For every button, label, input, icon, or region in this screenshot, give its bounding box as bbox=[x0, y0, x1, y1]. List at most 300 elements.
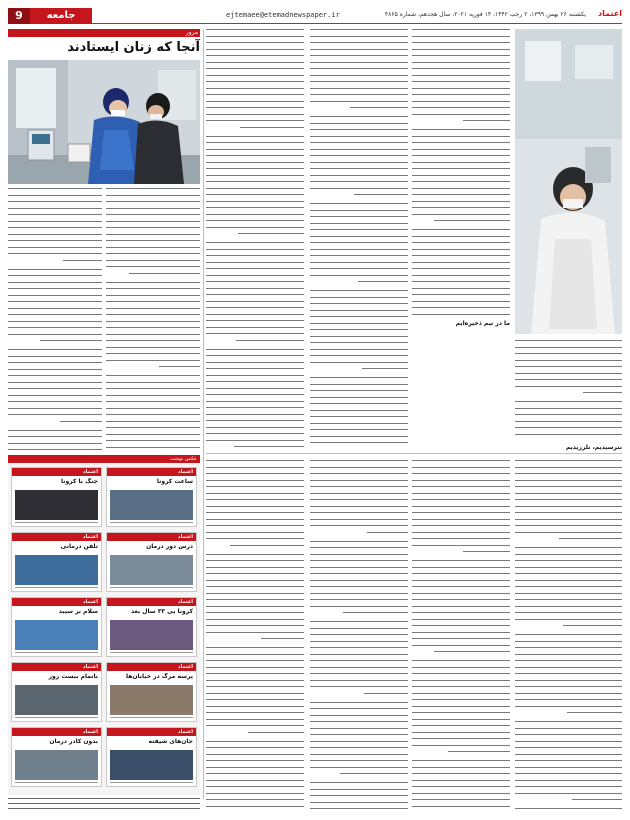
text-line bbox=[310, 715, 408, 716]
text-line bbox=[515, 473, 622, 474]
text-line bbox=[206, 786, 304, 787]
text-line bbox=[310, 628, 408, 629]
text-line bbox=[106, 301, 200, 302]
text-line bbox=[412, 545, 510, 546]
text-line bbox=[310, 673, 408, 674]
text-line bbox=[206, 554, 304, 555]
text-line bbox=[8, 321, 102, 322]
archive-label-bar bbox=[8, 455, 200, 463]
text-line bbox=[310, 242, 408, 243]
text-line bbox=[412, 249, 510, 250]
text-line bbox=[106, 266, 200, 267]
text-line bbox=[206, 394, 304, 395]
text-line bbox=[206, 255, 304, 256]
text-line bbox=[310, 795, 408, 796]
text-line bbox=[206, 573, 304, 574]
section-email[interactable]: ejtemaee@etemadnewspaper.ir bbox=[226, 11, 340, 19]
text-line bbox=[60, 421, 102, 422]
text-line bbox=[206, 29, 304, 30]
text-line bbox=[412, 149, 510, 150]
text-line bbox=[310, 88, 408, 89]
text-line bbox=[206, 301, 304, 302]
story-photo bbox=[8, 60, 200, 184]
text-line bbox=[206, 699, 304, 700]
text-line bbox=[206, 62, 304, 63]
text-line bbox=[206, 580, 304, 581]
text-line bbox=[412, 525, 510, 526]
text-line bbox=[310, 519, 408, 520]
thumb-masthead: اعتماد bbox=[83, 729, 98, 735]
archive-thumb[interactable] bbox=[106, 662, 197, 722]
text-line bbox=[206, 327, 304, 328]
archive-thumb[interactable] bbox=[11, 467, 102, 527]
text-line bbox=[340, 773, 408, 774]
text-line bbox=[310, 567, 408, 568]
text-line bbox=[412, 773, 510, 774]
text-line bbox=[310, 667, 408, 668]
text-line bbox=[412, 686, 510, 687]
text-line bbox=[448, 751, 510, 752]
archive-thumb[interactable] bbox=[106, 597, 197, 657]
text-line bbox=[310, 75, 408, 76]
text-line bbox=[310, 377, 408, 378]
text-line bbox=[206, 181, 304, 182]
text-line bbox=[63, 260, 102, 261]
text-line bbox=[310, 236, 408, 237]
page-number: 9 bbox=[8, 8, 30, 24]
text-line bbox=[8, 214, 102, 215]
text-line bbox=[412, 680, 510, 681]
text-line bbox=[563, 625, 622, 626]
text-line bbox=[310, 580, 408, 581]
text-line bbox=[412, 806, 510, 807]
text-line bbox=[310, 547, 408, 548]
story-column-8 bbox=[310, 460, 408, 812]
text-line bbox=[206, 375, 304, 376]
text-line bbox=[8, 208, 102, 209]
thumb-title: جنگ با کرونا bbox=[60, 478, 98, 485]
text-line bbox=[310, 336, 408, 337]
text-line bbox=[412, 55, 510, 56]
text-line bbox=[310, 123, 408, 124]
text-line bbox=[515, 754, 622, 755]
text-line bbox=[8, 227, 102, 228]
text-line bbox=[310, 68, 408, 69]
text-line bbox=[412, 294, 510, 295]
thumb-title: پرسه مرگ در خیابان‌ها bbox=[126, 673, 193, 680]
text-line bbox=[206, 560, 304, 561]
text-line bbox=[515, 747, 622, 748]
story-subhead-2: نترسیدیم، نلرزیدیم bbox=[565, 444, 622, 451]
text-line bbox=[515, 667, 622, 668]
text-line bbox=[463, 120, 510, 121]
text-line bbox=[206, 207, 304, 208]
text-line bbox=[106, 440, 200, 441]
archive-thumb[interactable] bbox=[106, 532, 197, 592]
text-line bbox=[8, 362, 102, 363]
text-line bbox=[310, 36, 408, 37]
archive-thumb[interactable] bbox=[11, 727, 102, 787]
text-line bbox=[412, 136, 510, 137]
text-line bbox=[206, 506, 304, 507]
text-line bbox=[8, 195, 102, 196]
text-line bbox=[515, 693, 622, 694]
thumb-title: کرونا پی ۳۳ سال بعد bbox=[131, 608, 193, 615]
text-line bbox=[515, 606, 622, 607]
text-line bbox=[412, 88, 510, 89]
text-line bbox=[515, 773, 622, 774]
text-line bbox=[412, 275, 510, 276]
text-line bbox=[310, 721, 408, 722]
text-line bbox=[412, 506, 510, 507]
text-line bbox=[310, 467, 408, 468]
text-line bbox=[515, 373, 622, 374]
text-line bbox=[412, 745, 510, 746]
text-line bbox=[412, 725, 510, 726]
text-line bbox=[515, 386, 622, 387]
text-line bbox=[310, 634, 408, 635]
text-line bbox=[412, 207, 510, 208]
text-line bbox=[206, 747, 304, 748]
text-line bbox=[8, 269, 102, 270]
text-line bbox=[310, 303, 408, 304]
text-line bbox=[8, 430, 102, 431]
text-line bbox=[206, 433, 304, 434]
text-line bbox=[310, 136, 408, 137]
text-line bbox=[310, 216, 408, 217]
text-line bbox=[310, 275, 408, 276]
text-line bbox=[412, 712, 510, 713]
text-line bbox=[106, 295, 200, 296]
text-line bbox=[106, 427, 200, 428]
text-line bbox=[515, 421, 622, 422]
thumb-title: سلام بر سپید bbox=[58, 608, 98, 615]
text-line bbox=[206, 368, 304, 369]
text-line bbox=[8, 408, 102, 409]
text-line bbox=[412, 799, 510, 800]
text-line bbox=[206, 680, 304, 681]
text-line bbox=[234, 446, 304, 447]
text-line bbox=[515, 654, 622, 655]
archive-thumb[interactable] bbox=[11, 532, 102, 592]
text-line bbox=[40, 340, 102, 341]
text-line bbox=[412, 29, 510, 30]
text-line bbox=[412, 101, 510, 102]
text-line bbox=[310, 49, 408, 50]
text-line bbox=[8, 349, 102, 350]
text-line bbox=[206, 486, 304, 487]
text-line bbox=[310, 323, 408, 324]
text-line bbox=[310, 429, 408, 430]
text-line bbox=[106, 321, 200, 322]
text-line bbox=[515, 493, 622, 494]
text-line bbox=[206, 120, 304, 121]
archive-thumb[interactable] bbox=[11, 662, 102, 722]
text-line bbox=[206, 619, 304, 620]
text-line bbox=[310, 116, 408, 117]
text-line bbox=[310, 310, 408, 311]
text-line bbox=[206, 473, 304, 474]
text-line bbox=[206, 268, 304, 269]
text-line bbox=[412, 201, 510, 202]
text-line bbox=[206, 512, 304, 513]
text-line bbox=[412, 288, 510, 289]
text-line bbox=[310, 416, 408, 417]
text-line bbox=[412, 75, 510, 76]
text-line bbox=[310, 599, 408, 600]
text-line bbox=[412, 214, 510, 215]
text-line bbox=[412, 268, 510, 269]
text-line bbox=[412, 532, 510, 533]
text-line bbox=[206, 712, 304, 713]
text-line bbox=[106, 221, 200, 222]
text-line bbox=[412, 68, 510, 69]
text-line bbox=[412, 619, 510, 620]
thumb-masthead: اعتماد bbox=[178, 599, 193, 605]
kicker-bar bbox=[8, 29, 200, 37]
text-line bbox=[8, 275, 102, 276]
text-line bbox=[515, 460, 622, 461]
text-line bbox=[310, 654, 408, 655]
text-line bbox=[8, 301, 102, 302]
text-line bbox=[412, 719, 510, 720]
text-line bbox=[515, 580, 622, 581]
text-line bbox=[8, 388, 102, 389]
text-line bbox=[515, 641, 622, 642]
text-line bbox=[206, 567, 304, 568]
text-line bbox=[515, 427, 622, 428]
text-line bbox=[412, 586, 510, 587]
story-column-3 bbox=[206, 29, 304, 449]
text-line bbox=[206, 136, 304, 137]
text-line bbox=[310, 760, 408, 761]
text-line bbox=[206, 142, 304, 143]
text-line bbox=[412, 538, 510, 539]
text-line bbox=[412, 673, 510, 674]
text-line bbox=[206, 519, 304, 520]
text-line bbox=[206, 101, 304, 102]
text-line bbox=[310, 175, 408, 176]
text-line bbox=[206, 114, 304, 115]
text-line bbox=[310, 680, 408, 681]
text-line bbox=[106, 234, 200, 235]
text-line bbox=[206, 612, 304, 613]
thumb-masthead: اعتماد bbox=[178, 469, 193, 475]
text-line bbox=[350, 107, 408, 108]
text-line bbox=[412, 168, 510, 169]
text-line bbox=[310, 210, 408, 211]
text-line bbox=[206, 175, 304, 176]
text-line bbox=[412, 155, 510, 156]
archive-thumb[interactable] bbox=[11, 597, 102, 657]
story-kicker: مرور bbox=[185, 29, 198, 36]
text-line bbox=[206, 625, 304, 626]
text-line bbox=[8, 247, 102, 248]
story-column-9 bbox=[412, 460, 510, 812]
text-line bbox=[106, 375, 200, 376]
text-line bbox=[206, 107, 304, 108]
text-line bbox=[310, 129, 408, 130]
text-line bbox=[106, 260, 200, 261]
text-line bbox=[310, 149, 408, 150]
text-line bbox=[206, 719, 304, 720]
text-line bbox=[412, 738, 510, 739]
text-line bbox=[412, 606, 510, 607]
text-line bbox=[206, 220, 304, 221]
text-line bbox=[310, 55, 408, 56]
text-line bbox=[515, 554, 622, 555]
thumb-title: درس دور درمان bbox=[146, 543, 193, 550]
text-line bbox=[206, 288, 304, 289]
text-line bbox=[206, 440, 304, 441]
text-line bbox=[310, 249, 408, 250]
text-line bbox=[515, 573, 622, 574]
text-line bbox=[8, 401, 102, 402]
thumb-title: جان‌های شیفته bbox=[148, 738, 193, 745]
text-line bbox=[515, 612, 622, 613]
text-line bbox=[412, 81, 510, 82]
text-line bbox=[412, 473, 510, 474]
text-line bbox=[159, 366, 200, 367]
text-line bbox=[310, 42, 408, 43]
text-line bbox=[8, 436, 102, 437]
text-line bbox=[206, 88, 304, 89]
text-line bbox=[412, 519, 510, 520]
text-line bbox=[206, 333, 304, 334]
text-line bbox=[206, 767, 304, 768]
text-line bbox=[8, 334, 102, 335]
text-line bbox=[206, 381, 304, 382]
nurse-photo bbox=[515, 29, 622, 334]
text-line bbox=[206, 480, 304, 481]
text-line bbox=[310, 442, 408, 443]
text-line bbox=[412, 599, 510, 600]
text-line bbox=[515, 347, 622, 348]
text-line bbox=[515, 379, 622, 380]
text-line bbox=[310, 403, 408, 404]
text-line bbox=[310, 460, 408, 461]
text-line bbox=[412, 693, 510, 694]
text-line bbox=[310, 349, 408, 350]
text-line bbox=[310, 767, 408, 768]
text-line bbox=[106, 201, 200, 202]
text-line bbox=[572, 799, 622, 800]
text-line bbox=[106, 227, 200, 228]
text-line bbox=[206, 460, 304, 461]
text-line bbox=[106, 347, 200, 348]
text-line bbox=[310, 181, 408, 182]
text-line bbox=[206, 262, 304, 263]
section-tab[interactable] bbox=[8, 8, 92, 24]
text-line bbox=[515, 408, 622, 409]
text-line bbox=[515, 673, 622, 674]
text-line bbox=[206, 780, 304, 781]
text-line bbox=[106, 421, 200, 422]
text-line bbox=[515, 699, 622, 700]
text-line bbox=[8, 808, 200, 809]
text-line bbox=[412, 567, 510, 568]
text-line bbox=[206, 799, 304, 800]
text-line bbox=[106, 288, 200, 289]
text-line bbox=[106, 314, 200, 315]
text-line bbox=[310, 203, 408, 204]
text-line bbox=[310, 268, 408, 269]
text-line bbox=[310, 329, 408, 330]
text-line bbox=[515, 680, 622, 681]
text-line bbox=[206, 214, 304, 215]
text-line bbox=[8, 798, 200, 799]
text-line bbox=[206, 294, 304, 295]
text-line bbox=[206, 55, 304, 56]
text-line bbox=[8, 356, 102, 357]
text-line bbox=[412, 767, 510, 768]
story-subhead-1: ما در تیم ذخیره‌ایم bbox=[455, 320, 510, 327]
text-line bbox=[206, 355, 304, 356]
text-line bbox=[230, 545, 304, 546]
text-line bbox=[412, 467, 510, 468]
archive-thumb[interactable] bbox=[106, 727, 197, 787]
text-line bbox=[310, 728, 408, 729]
text-line bbox=[412, 175, 510, 176]
text-line bbox=[206, 793, 304, 794]
text-line bbox=[206, 168, 304, 169]
text-line bbox=[206, 493, 304, 494]
text-line bbox=[412, 760, 510, 761]
text-line bbox=[206, 632, 304, 633]
text-line bbox=[8, 240, 102, 241]
text-line bbox=[515, 414, 622, 415]
thumb-title: تلفن درمانی bbox=[60, 543, 98, 550]
story-column-5 bbox=[412, 29, 510, 449]
text-line bbox=[206, 275, 304, 276]
text-line bbox=[412, 460, 510, 461]
dateline: یکشنبه ۲۶ بهمن ۱۳۹۹، ۲ رجب ۱۴۴۲، ۱۴ فوریه ۲۰۲۱، سال هجدهم، شماره ۴۸۶۵ bbox=[384, 11, 586, 18]
text-line bbox=[106, 388, 200, 389]
text-line bbox=[8, 449, 102, 450]
text-line bbox=[206, 242, 304, 243]
text-line bbox=[412, 706, 510, 707]
text-line bbox=[310, 512, 408, 513]
text-line bbox=[8, 327, 102, 328]
text-line bbox=[412, 612, 510, 613]
text-line bbox=[515, 532, 622, 533]
text-line bbox=[515, 360, 622, 361]
text-line bbox=[106, 447, 200, 448]
text-line bbox=[362, 368, 408, 369]
archive-thumb[interactable] bbox=[106, 467, 197, 527]
text-line bbox=[310, 188, 408, 189]
text-line bbox=[310, 410, 408, 411]
story-column-6 bbox=[515, 340, 622, 450]
text-line bbox=[515, 512, 622, 513]
text-line bbox=[206, 586, 304, 587]
text-line bbox=[310, 754, 408, 755]
text-line bbox=[412, 580, 510, 581]
text-line bbox=[515, 560, 622, 561]
text-line bbox=[310, 493, 408, 494]
text-line bbox=[206, 741, 304, 742]
text-line bbox=[515, 741, 622, 742]
text-line bbox=[238, 233, 304, 234]
text-line bbox=[310, 62, 408, 63]
text-line bbox=[310, 397, 408, 398]
text-line bbox=[515, 340, 622, 341]
text-line bbox=[206, 281, 304, 282]
text-line bbox=[310, 355, 408, 356]
text-line bbox=[206, 201, 304, 202]
text-line bbox=[206, 499, 304, 500]
text-line bbox=[310, 802, 408, 803]
